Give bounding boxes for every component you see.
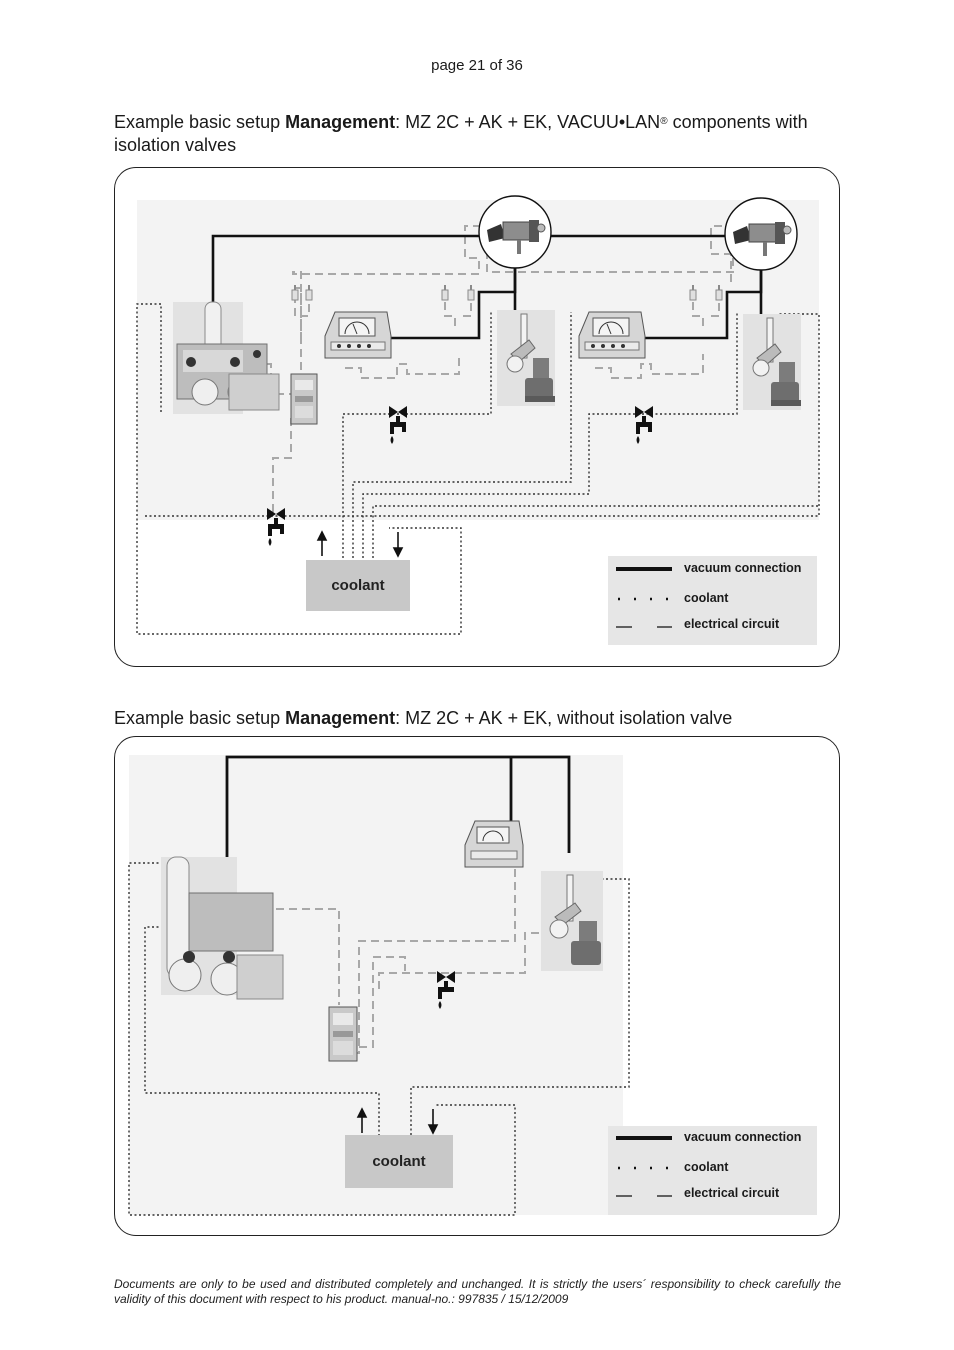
legend-electrical-label: electrical circuit	[684, 1186, 780, 1200]
registered-mark: ®	[660, 116, 668, 127]
vms-module	[329, 1007, 357, 1061]
figure1-caption-prefix: Example basic setup	[114, 112, 286, 132]
figure2-caption-bold: Management	[285, 708, 396, 728]
legend	[608, 1126, 817, 1215]
figure2-caption-suffix: : MZ 2C + AK + EK, without isolation valve	[395, 708, 733, 728]
legend-electrical-swatch	[608, 1184, 678, 1204]
legend-vacuum-label: vacuum connection	[684, 1130, 802, 1144]
legend-vacuum-label: vacuum connection	[684, 561, 802, 575]
legend-electrical-label: electrical circuit	[684, 617, 780, 631]
figure2-caption-prefix: Example basic setup	[114, 708, 286, 728]
footer-disclaimer: Documents are only to be used and distributed completely and unchanged. It is strictly the users´ responsibility to check carefully the validity of this document with respect to his product. manual-no.: 997835 / 15/12/2009	[114, 1277, 841, 1306]
vacuu-lan-valve-1	[479, 196, 551, 268]
vacuum-controller-1	[325, 312, 391, 358]
legend-vacuum-swatch	[608, 1128, 678, 1148]
figure1-caption	[114, 111, 854, 157]
vacuu-lan-valve-2	[725, 198, 797, 270]
vacuum-controller-2	[579, 312, 645, 358]
legend-coolant-label: coolant	[684, 591, 729, 605]
legend	[608, 556, 817, 645]
coolant-box: coolant	[345, 1135, 453, 1188]
figure2-caption	[114, 707, 854, 730]
figure1-caption-suffix: components with isolation valves	[114, 112, 808, 155]
vacuum-controller	[465, 821, 523, 867]
legend-coolant	[608, 589, 817, 609]
legend-vacuum-swatch	[608, 559, 678, 579]
figure1-caption-mid: : MZ 2C + AK + EK, VACUU•LAN	[395, 112, 661, 132]
legend-electrical-swatch	[608, 615, 678, 635]
coolant-box: coolant	[306, 560, 410, 611]
rotary-evaporator	[541, 871, 603, 971]
page-number: page 21 of 36	[431, 57, 523, 74]
legend-electrical	[608, 615, 817, 635]
rotary-evaporator-1	[497, 310, 555, 406]
coolant-arrows	[318, 532, 402, 556]
figure2-panel	[114, 736, 840, 1236]
legend-vacuum	[608, 1128, 817, 1148]
rotary-evaporator-2	[743, 314, 801, 410]
legend-electrical	[608, 1184, 817, 1204]
figure1-panel	[114, 167, 840, 667]
legend-coolant-label: coolant	[684, 1160, 729, 1174]
legend-coolant-swatch	[608, 589, 678, 609]
vms-module	[291, 374, 317, 424]
legend-coolant	[608, 1158, 817, 1178]
legend-coolant-swatch	[608, 1158, 678, 1178]
figure1-caption-bold: Management	[285, 112, 396, 132]
legend-vacuum	[608, 559, 817, 579]
